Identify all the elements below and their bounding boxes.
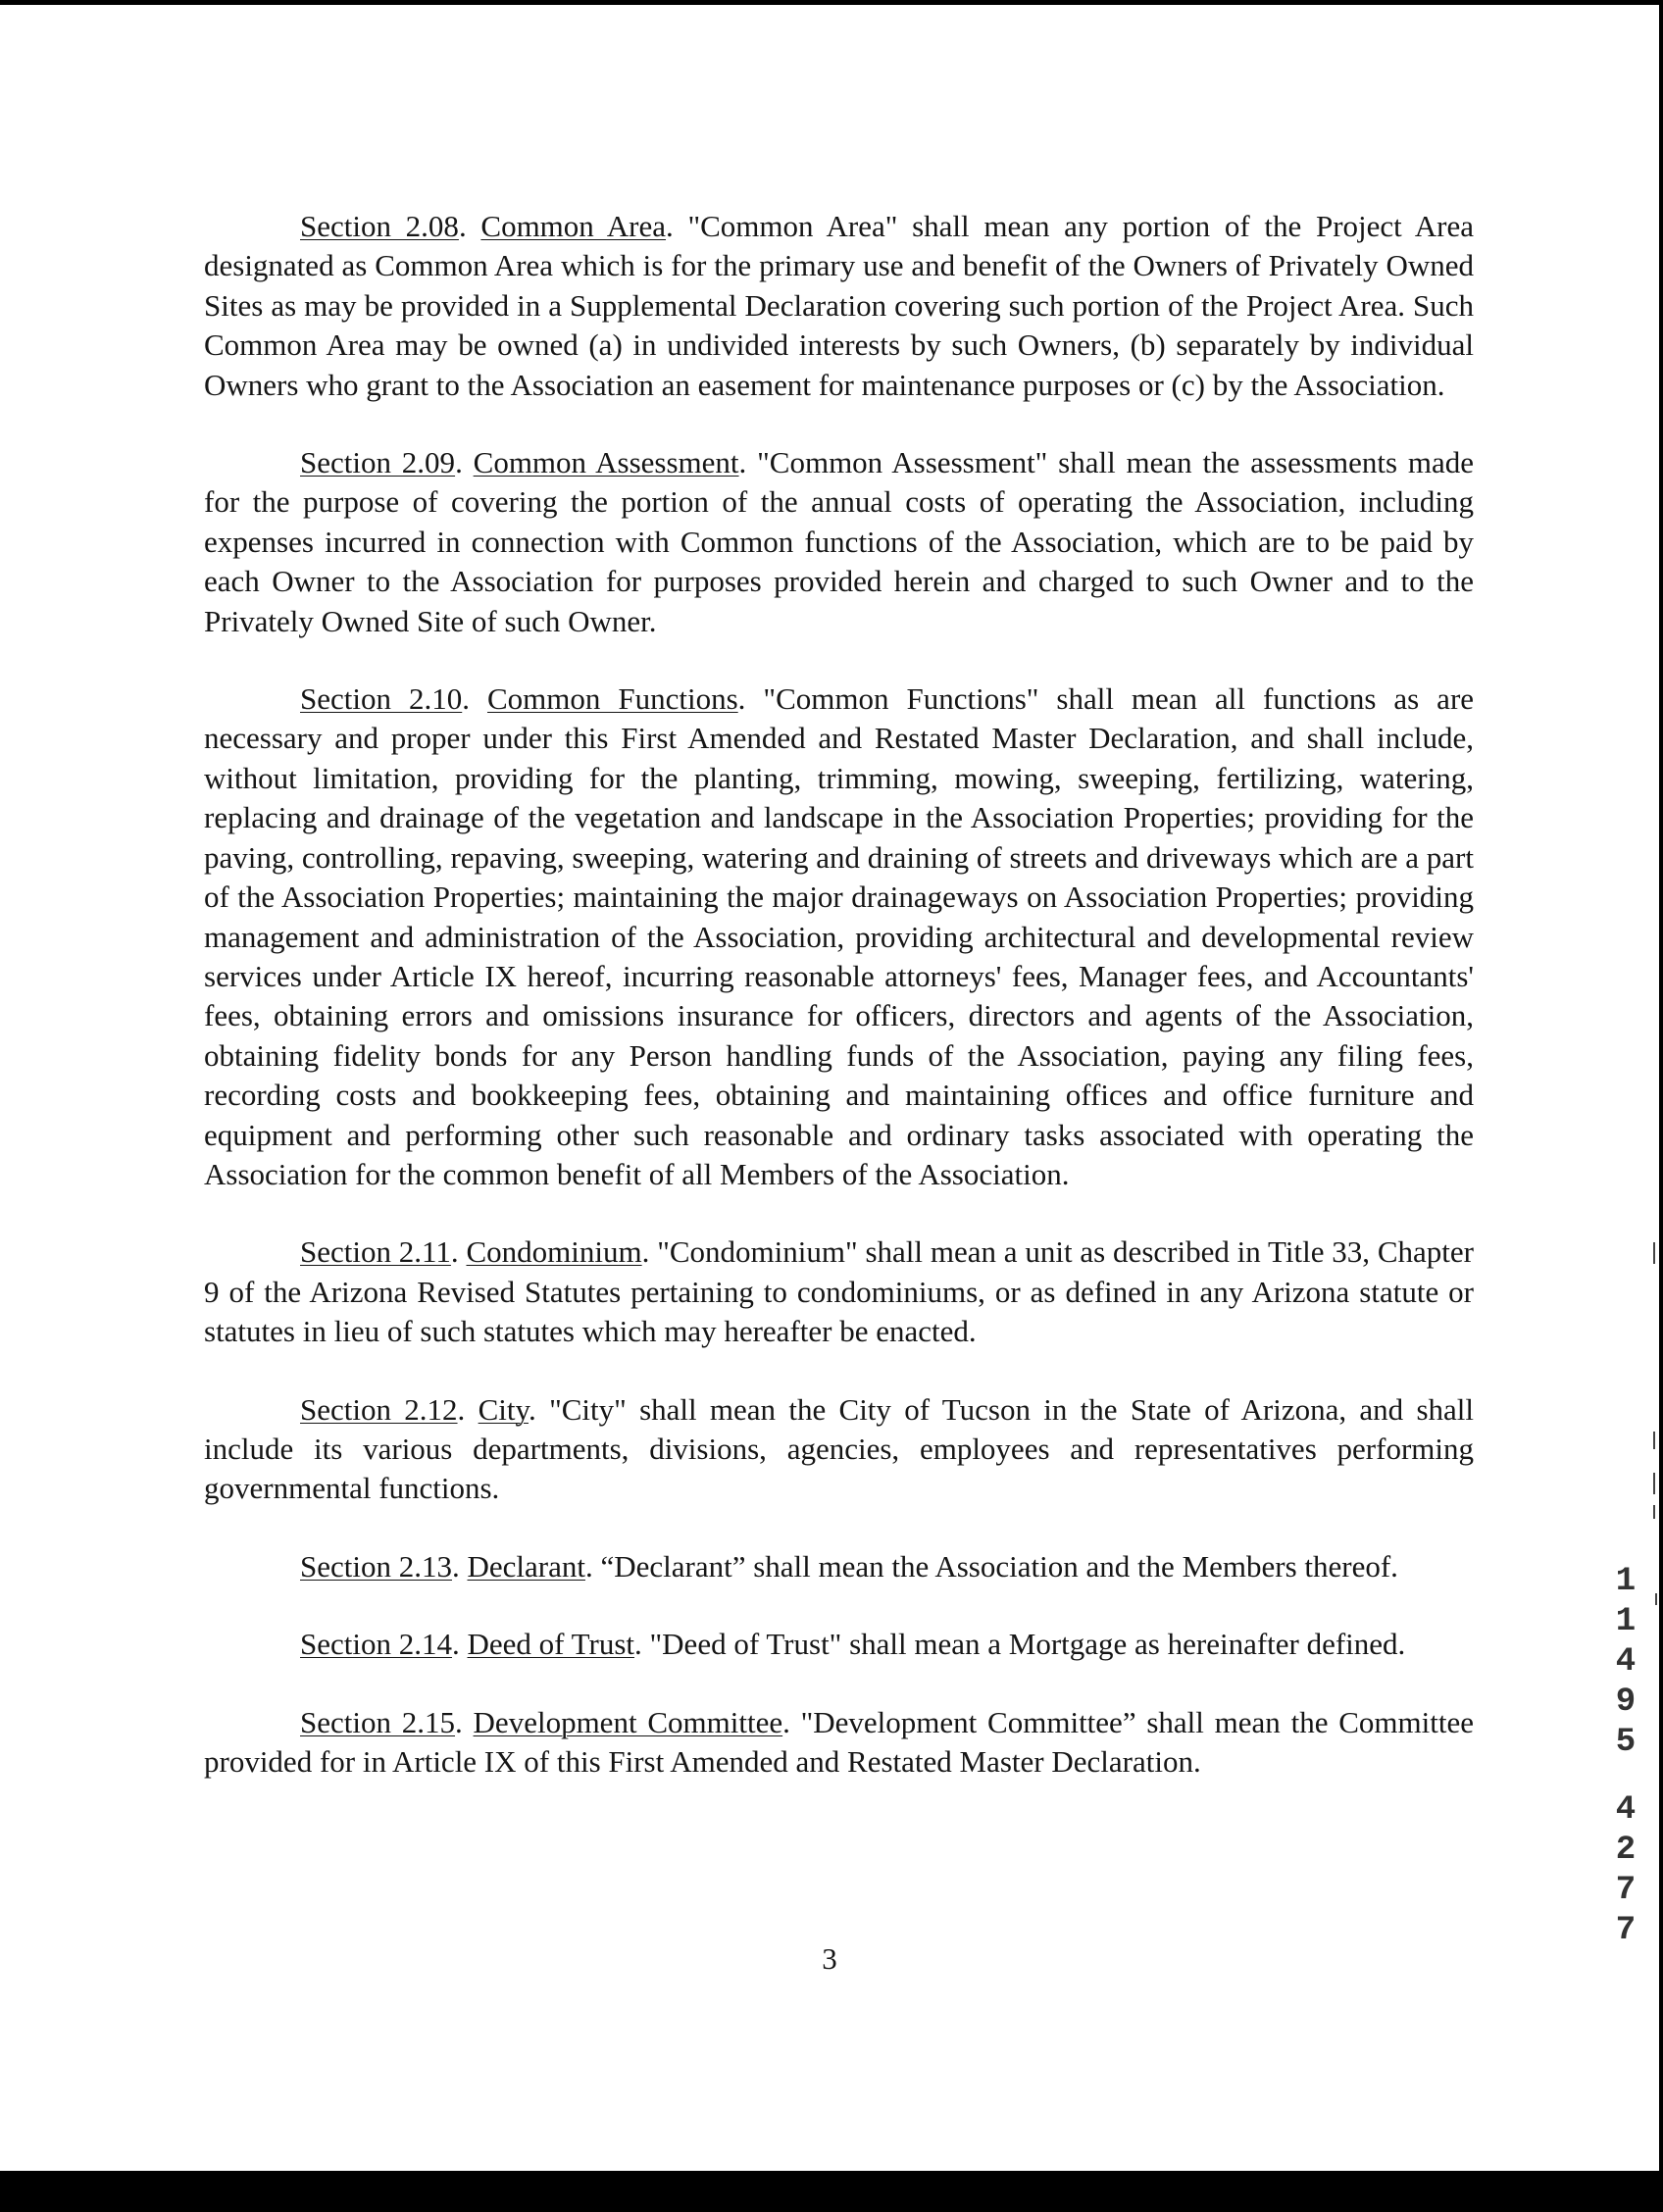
section-text: "Deed of Trust" shall mean a Mortgage as hereinafter defined. (649, 1627, 1406, 1662)
page-number: 3 (822, 1941, 837, 1976)
section-2-13: Section 2.13. Declarant. “Declarant” shall mean the Association and the Members thereof. (300, 1548, 1398, 1584)
section-title: City (478, 1391, 529, 1427)
recording-digit: 7 (1615, 1912, 1637, 1949)
section-title: Condominium (466, 1234, 642, 1270)
document-page (0, 5, 1659, 2171)
section-text: "Condominium" shall mean a unit as described in Title 33, Chapter 9 of the Arizona Revised Statutes pertaining to condominiums, or as defined in any Arizona statute or statutes in lieu of such statutes which may hereafter be enacted. (204, 1234, 1474, 1349)
recording-digit: 5 (1615, 1724, 1637, 1761)
recording-digit: 2 (1615, 1832, 1637, 1869)
section-label: Section 2.15 (300, 1704, 456, 1739)
section-2-09: Section 2.09. Common Assessment. "Common Assessment" shall mean the assessments made for the purpose of covering the portion of the annual costs of operating the Association, including expenses incurred in connection with Common functions of the Association, which are to be paid by each Owner to the Association for purposes provided herein and charged to such Owner and to the Privately Owned Site of such Owner. (204, 445, 1474, 638)
section-2-14: Section 2.14. Deed of Trust. "Deed of Trust" shall mean a Mortgage as hereinafter defined. (300, 1627, 1406, 1662)
section-label: Section 2.08 (300, 209, 459, 243)
scan-margin-mark (1655, 1593, 1657, 1605)
recording-digit: 9 (1615, 1684, 1637, 1721)
scan-margin-mark (1653, 1505, 1655, 1519)
section-title: Deed of Trust (467, 1627, 635, 1662)
section-label: Section 2.12 (300, 1391, 458, 1427)
section-text: "Development Committee” shall mean the Committee provided for in Article IX of this First Amended and Restated Master Declaration. (204, 1704, 1474, 1779)
section-2-11: Section 2.11. Condominium. "Condominium" shall mean a unit as described in Title 33, Chapter 9 of the Arizona Revised Statutes pertaining to condominiums, or as defined in any Arizona statute or statutes in lieu of such statutes which may hereafter be enacted. (204, 1234, 1474, 1349)
section-text: "Common Functions" shall mean all functions as are necessary and proper under this First Amended and Restated Master Declaration, and shall include, without limitation, providing for the planting, trimming, mowing, sweeping, fertilizing, watering, replacing and drainage of the vegetation and landscape in the Association Properties; providing for the paving, controlling, repaving, sweeping, watering and draining of streets and driveways which are a part of the Association Properties; maintaining the major drainageways on Association Properties; providing management and administration of the Association, providing architectural and developmental review services under Article IX hereof, incurring reasonable attorneys' fees, Manager fees, and Accountants' fees, obtaining errors and omissions insurance for officers, directors and agents of the Association, obtaining fidelity bonds for any Person handling funds of the Association, paying any filing fees, recording costs and bookkeeping fees, obtaining and maintaining offices and office furniture and equipment and performing other such reasonable and ordinary tasks associated with operating the Association for the common benefit of all Members of the Association. (204, 681, 1475, 1191)
section-text: "Common Assessment" shall mean the assessments made for the purpose of covering the portion of the annual costs of operating the Association, including expenses incurred in connection with Common functions of the Association, which are to be paid by each Owner to the Association for purposes provided herein and charged to such Owner and to the Privately Owned Site of such Owner. (204, 445, 1474, 638)
recording-digit: 7 (1615, 1872, 1637, 1909)
scan-margin-mark (1653, 1473, 1655, 1494)
document-body (204, 207, 1474, 1782)
recording-digit: 1 (1615, 1563, 1637, 1600)
section-label: Section 2.09 (300, 445, 456, 480)
section-2-08: Section 2.08. Common Area. "Common Area" shall mean any portion of the Project Area designated as Common Area which is for the primary use and benefit of the Owners of Privately Owned Sites as may be provided in a Supplemental Declaration covering such portion of the Project Area. Such Common Area may be owned (a) in undivided interests by such Owners, (b) separately by individual Owners who grant to the Association an easement for maintenance purposes or (c) by the Association. (204, 209, 1474, 402)
recording-digit: 4 (1615, 1643, 1637, 1681)
section-label: Section 2.11 (300, 1234, 451, 1270)
scan-margin-mark (1653, 1242, 1655, 1264)
section-2-15: Section 2.15. Development Committee. "Development Committee” shall mean the Committee provided for in Article IX of this First Amended and Restated Master Declaration. (204, 1704, 1474, 1779)
section-title: Development Committee (473, 1704, 783, 1739)
scan-top-border (0, 0, 1663, 4)
recording-digit: 1 (1615, 1603, 1637, 1640)
section-2-12: Section 2.12. City. "City" shall mean the City of Tucson in the State of Arizona, and shall include its various departments, divisions, agencies, employees and representatives performing governmental functions. (204, 1391, 1475, 1506)
recording-number-stamp (1606, 1562, 1645, 1951)
recording-gap (1606, 1763, 1645, 1790)
section-label: Section 2.14 (300, 1627, 452, 1662)
section-2-10: Section 2.10. Common Functions. "Common Functions" shall mean all functions as are necessary and proper under this First Amended and Restated Master Declaration, and shall include, without limitation, providing for the planting, trimming, mowing, sweeping, fertilizing, watering, replacing and drainage of the vegetation and landscape in the Association Properties; providing for the paving, controlling, repaving, sweeping, watering and draining of streets and driveways which are a part of the Association Properties; maintaining the major drainageways on Association Properties; providing management and administration of the Association, providing architectural and developmental review services under Article IX hereof, incurring reasonable attorneys' fees, Manager fees, and Accountants' fees, obtaining errors and omissions insurance for officers, directors and agents of the Association, obtaining fidelity bonds for any Person handling funds of the Association, paying any filing fees, recording costs and bookkeeping fees, obtaining and maintaining offices and office furniture and equipment and performing other such reasonable and ordinary tasks associated with operating the Association for the common benefit of all Members of the Association. (204, 681, 1475, 1191)
section-title: Common Assessment (473, 445, 739, 480)
section-text: "City" shall mean the City of Tucson in the State of Arizona, and shall include its various departments, divisions, agencies, employees and representatives performing governmental functions. (204, 1391, 1475, 1506)
section-text: “Declarant” shall mean the Association and the Members thereof. (600, 1548, 1398, 1584)
section-title: Declarant (467, 1548, 585, 1584)
section-title: Common Functions (486, 681, 738, 717)
scan-margin-mark (1653, 1432, 1655, 1449)
section-text: "Common Area" shall mean any portion of the Project Area designated as Common Area which is for the primary use and benefit of the Owners of Privately Owned Sites as may be provided in a Supplemental Declaration covering such portion of the Project Area. Such Common Area may be owned (a) in undivided interests by such Owners, (b) separately by individual Owners who grant to the Association an easement for maintenance purposes or (c) by the Association. (204, 209, 1474, 402)
section-label: Section 2.10 (300, 681, 463, 717)
section-title: Common Area (480, 209, 667, 243)
recording-digit: 4 (1615, 1791, 1637, 1829)
scan-bottom-border (0, 2171, 1663, 2212)
section-label: Section 2.13 (300, 1548, 452, 1584)
